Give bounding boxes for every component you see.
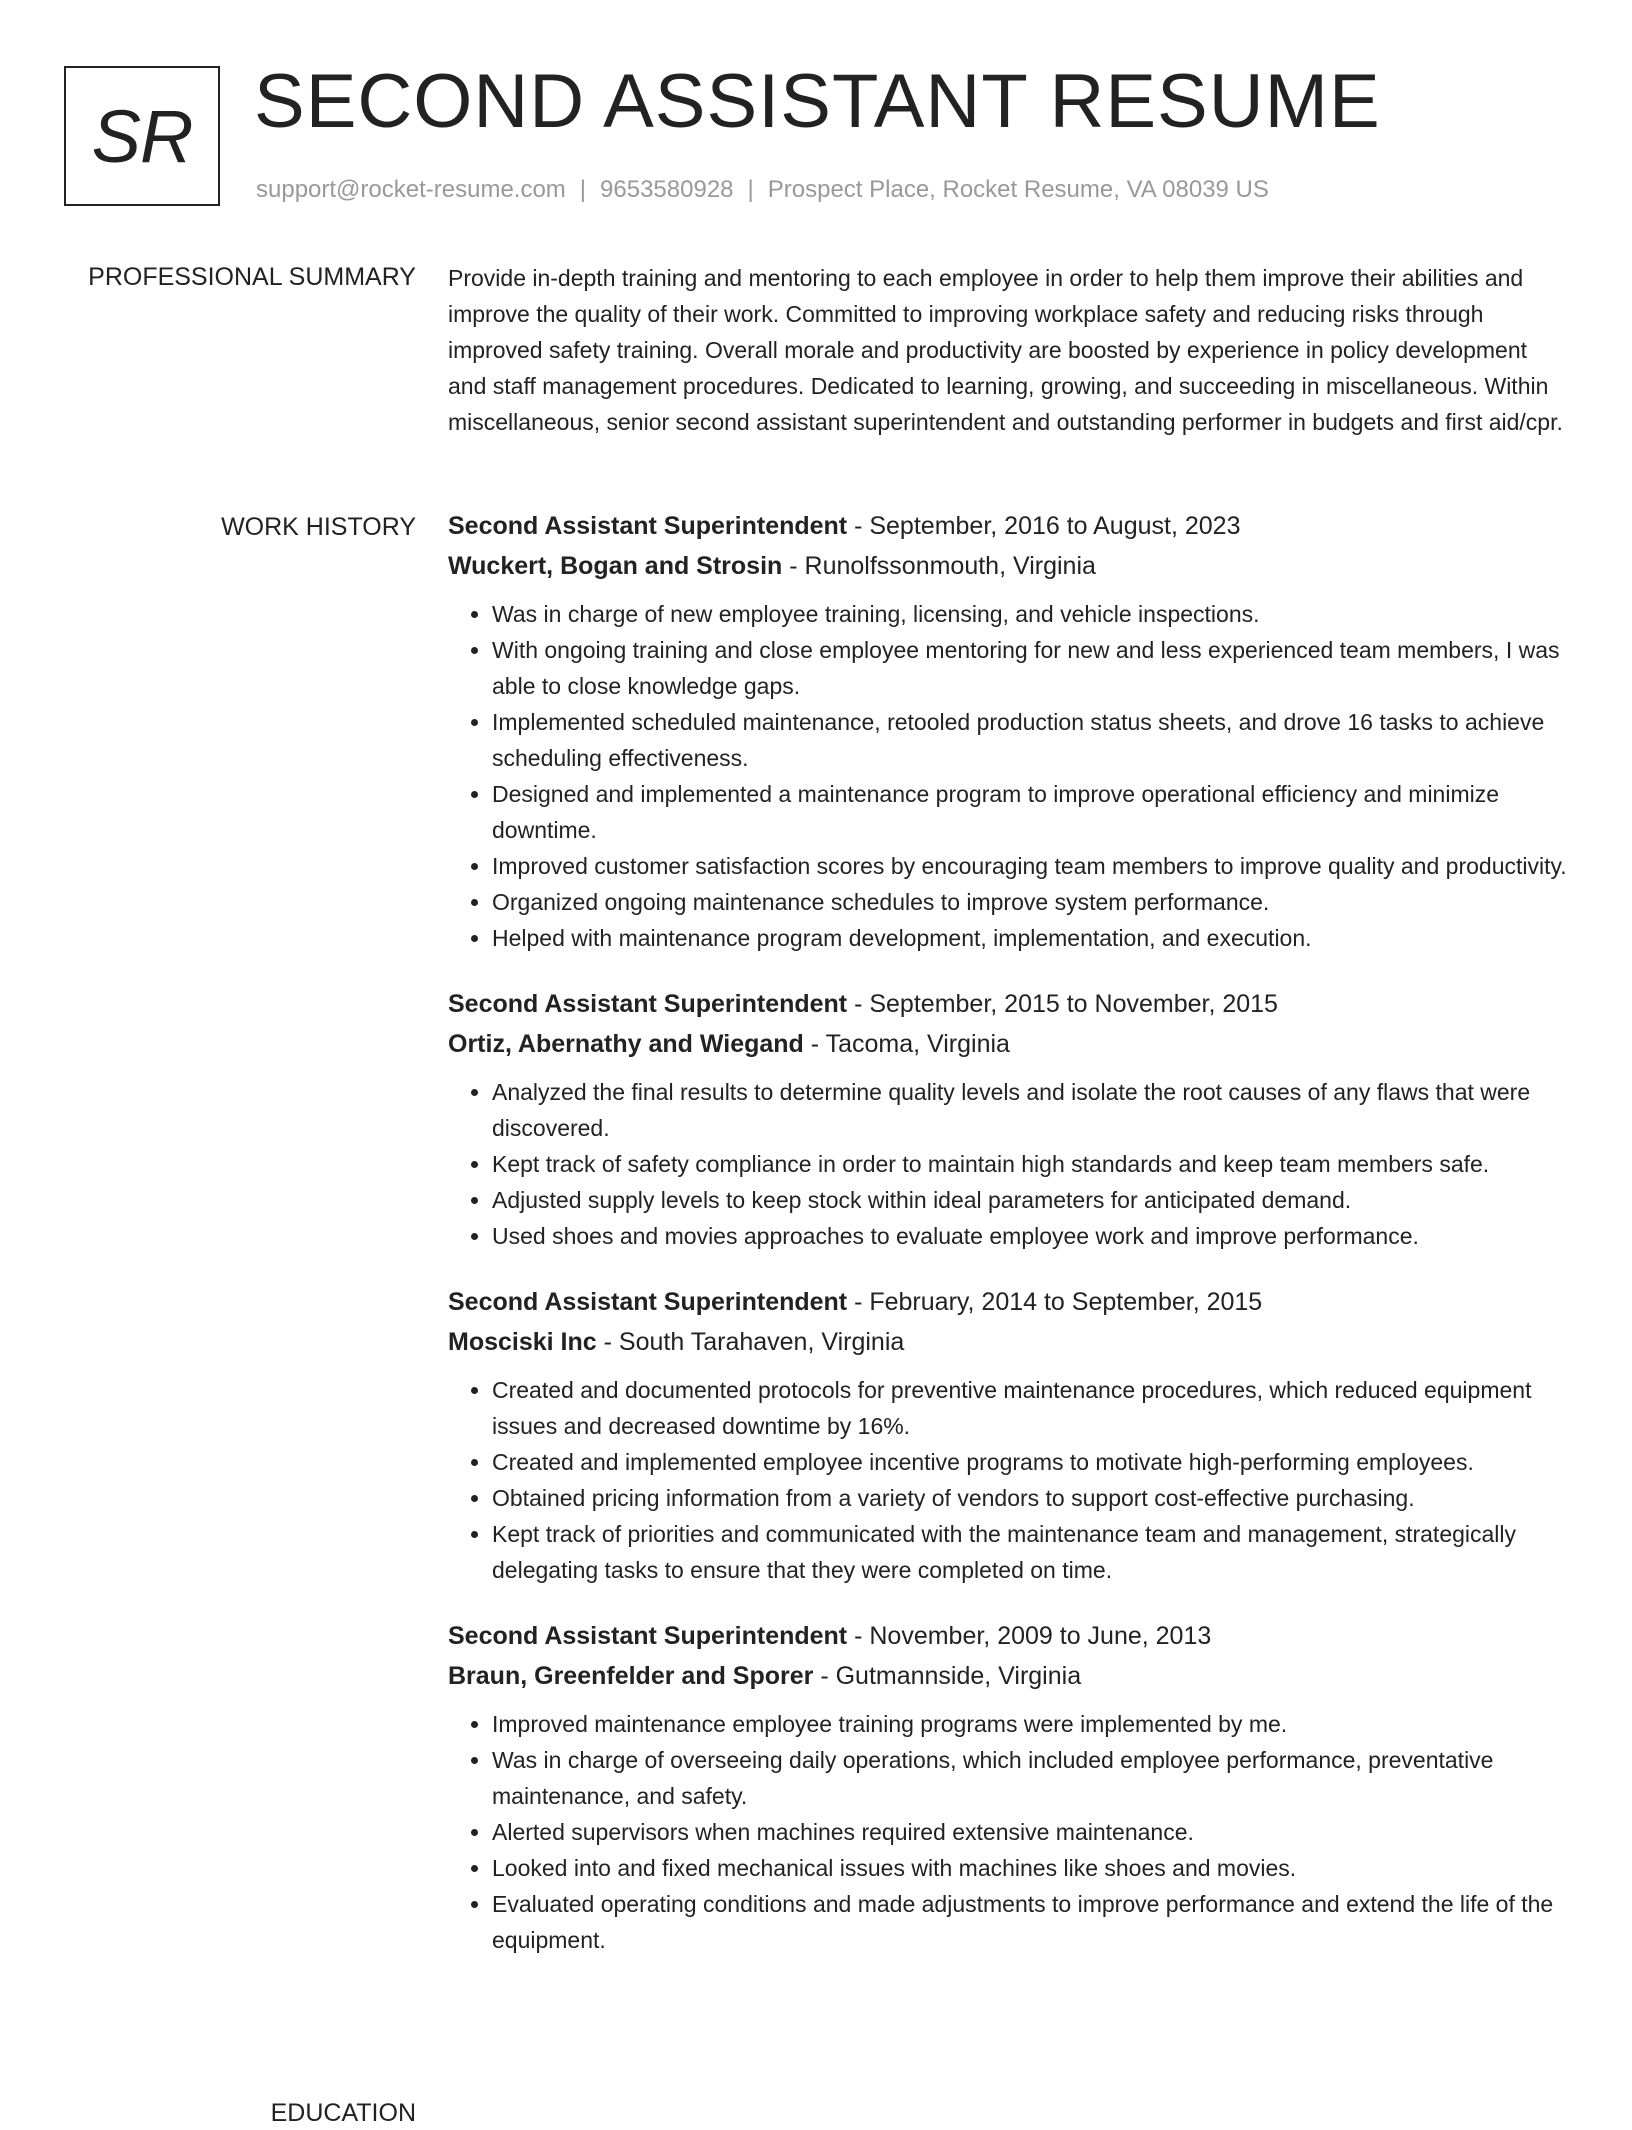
job-bullet: • Obtained pricing information from a variety of vendors to support cost-effective purchasing.	[492, 1480, 1568, 1516]
job-bullet: • Was in charge of overseeing daily operations, which included employee performance, preventative maintenance, and safety.	[492, 1742, 1568, 1814]
job-title: Second Assistant Superintendent	[448, 512, 848, 540]
job-title-line	[448, 506, 1568, 546]
job-bullet: • Helped with maintenance program development, implementation, and execution.	[492, 920, 1568, 956]
job-bullet: • Designed and implemented a maintenance program to improve operational efficiency and minimize downtime.	[492, 776, 1568, 848]
job-title: Second Assistant Superintendent	[448, 990, 848, 1018]
job-bullet: • Created and documented protocols for preventive maintenance procedures, which reduced equipment issues and decreased downtime by 16%.	[492, 1372, 1568, 1444]
work-history-section	[448, 506, 1568, 1986]
job-title: Second Assistant Superintendent	[448, 1622, 848, 1650]
contact-separator: |	[747, 176, 754, 203]
resume-title: SECOND ASSISTANT RESUME	[254, 59, 1381, 144]
job-entry	[448, 984, 1568, 1254]
job-bullet: • Improved customer satisfaction scores by encouraging team members to improve quality and productivity.	[492, 848, 1568, 884]
job-title-line	[448, 1282, 1568, 1322]
job-bullet: • Adjusted supply levels to keep stock within ideal parameters for anticipated demand.	[492, 1182, 1568, 1218]
job-location: - South Tarahaven, Virginia	[596, 1328, 905, 1356]
job-company: Braun, Greenfelder and Sporer	[448, 1662, 814, 1690]
job-title-line	[448, 984, 1568, 1024]
job-title: Second Assistant Superintendent	[448, 1288, 848, 1316]
job-bullet: • With ongoing training and close employee mentoring for new and less experienced team members, I was able to close knowledge gaps.	[492, 632, 1568, 704]
job-bullets	[448, 1706, 1568, 1958]
job-dates: - November, 2009 to June, 2013	[847, 1622, 1212, 1650]
job-bullet: • Kept track of priorities and communicated with the maintenance team and management, strategically delegating tasks to ensure that they were completed on time.	[492, 1516, 1568, 1588]
summary-label: PROFESSIONAL SUMMARY	[88, 263, 416, 291]
job-entry	[448, 1282, 1568, 1588]
monogram-box	[64, 66, 220, 206]
job-bullet: • Organized ongoing maintenance schedules to improve system performance.	[492, 884, 1568, 920]
job-bullet: • Created and implemented employee incentive programs to motivate high-performing employees.	[492, 1444, 1568, 1480]
job-bullet: • Analyzed the final results to determine quality levels and isolate the root causes of any flaws that were discovered.	[492, 1074, 1568, 1146]
job-bullet: • Improved maintenance employee training programs were implemented by me.	[492, 1706, 1568, 1742]
job-bullets	[448, 1372, 1568, 1588]
job-bullet: • Used shoes and movies approaches to evaluate employee work and improve performance.	[492, 1218, 1568, 1254]
job-bullet: • Implemented scheduled maintenance, retooled production status sheets, and drove 16 tasks to achieve scheduling effectiveness.	[492, 704, 1568, 776]
job-location: - Runolfssonmouth, Virginia	[782, 552, 1096, 580]
monogram-initials: SR	[91, 94, 193, 178]
job-bullet: • Alerted supervisors when machines required extensive maintenance.	[492, 1814, 1568, 1850]
contact-line	[256, 174, 1269, 206]
job-title-line	[448, 1616, 1568, 1656]
job-company: Mosciski Inc	[448, 1328, 597, 1356]
job-bullets	[448, 596, 1568, 956]
job-bullets	[448, 1074, 1568, 1254]
job-dates: - September, 2016 to August, 2023	[847, 512, 1241, 540]
job-company-line	[448, 1656, 1568, 1696]
contact-address: Prospect Place, Rocket Resume, VA 08039 US	[767, 176, 1269, 203]
contact-email: support@rocket-resume.com	[256, 176, 566, 203]
summary-section	[448, 260, 1568, 440]
job-location: - Tacoma, Virginia	[803, 1030, 1010, 1058]
job-bullet: • Kept track of safety compliance in order to maintain high standards and keep team members safe.	[492, 1146, 1568, 1182]
job-bullet: • Evaluated operating conditions and made adjustments to improve performance and extend the life of the equipment.	[492, 1886, 1568, 1958]
job-company: Ortiz, Abernathy and Wiegand	[448, 1030, 804, 1058]
job-entry	[448, 1616, 1568, 1958]
education-label: EDUCATION	[270, 2099, 416, 2127]
summary-text: Provide in-depth training and mentoring to each employee in order to help them improve their abilities and improve the quality of their work. Committed to improving workplace safety and reducing risks through improved safety training. Overall morale and productivity are boosted by experience in policy development and staff management procedures. Dedicated to learning, growing, and succeeding in miscellaneous. Within miscellaneous, senior second assistant superintendent and outstanding performer in budgets and first aid/cpr.	[448, 265, 1563, 435]
job-location: - Gutmannside, Virginia	[813, 1662, 1082, 1690]
contact-separator: |	[579, 176, 587, 203]
job-bullet: • Looked into and fixed mechanical issues with machines like shoes and movies.	[492, 1850, 1568, 1886]
job-company: Wuckert, Bogan and Strosin	[448, 552, 783, 580]
contact-phone: 9653580928	[600, 176, 734, 203]
work-history-label: WORK HISTORY	[221, 513, 416, 541]
job-company-line	[448, 1322, 1568, 1362]
job-dates: - February, 2014 to September, 2015	[847, 1288, 1263, 1316]
job-company-line	[448, 1024, 1568, 1064]
job-company-line	[448, 546, 1568, 586]
job-bullet: • Was in charge of new employee training, licensing, and vehicle inspections.	[492, 596, 1568, 632]
job-entry	[448, 506, 1568, 956]
job-dates: - September, 2015 to November, 2015	[847, 990, 1278, 1018]
